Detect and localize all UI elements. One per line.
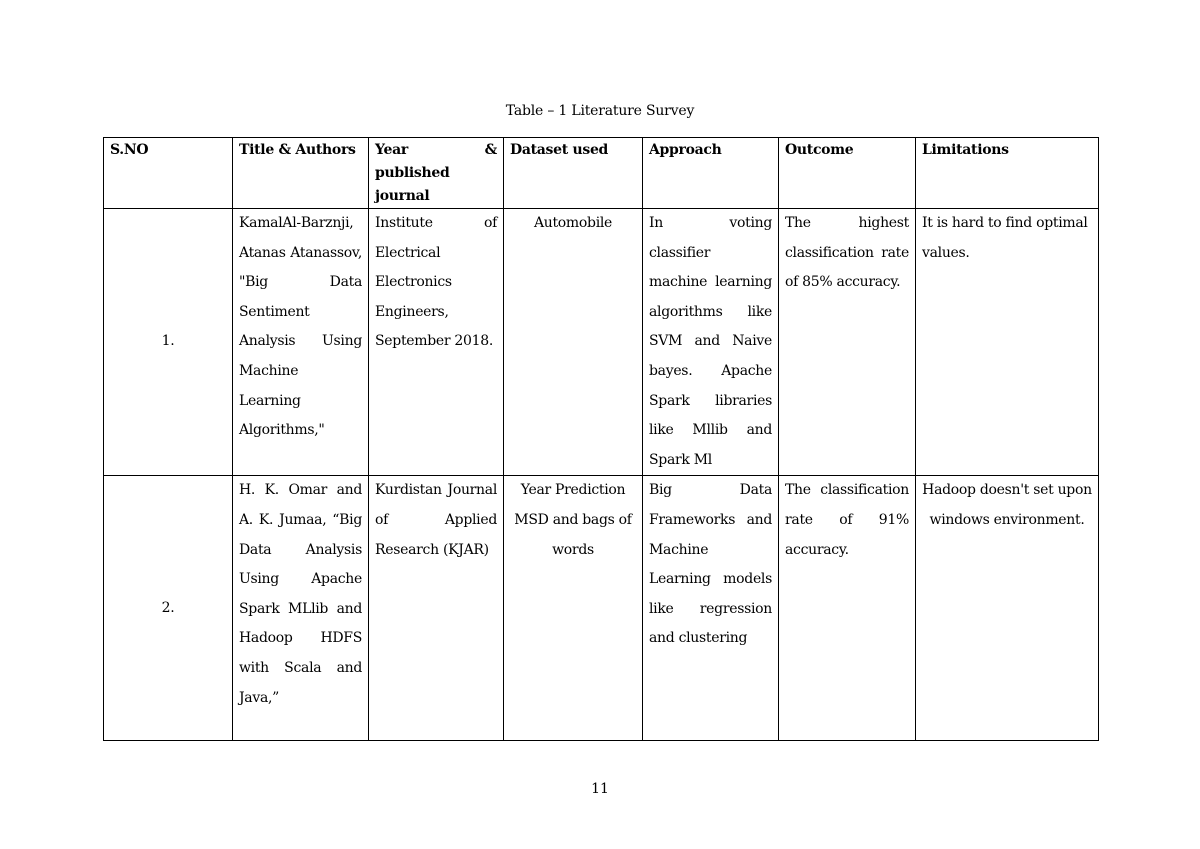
cell-year-journal: Kurdistan Journal of Applied Research (KJAR) xyxy=(369,476,504,741)
header-sno: S.NO xyxy=(104,138,233,209)
cell-sno: 1. xyxy=(104,209,233,476)
cell-outcome: The classification rate of 91% accuracy. xyxy=(779,476,916,741)
cell-dataset: Year Prediction MSD and bags of words xyxy=(504,476,643,741)
table-caption: Table – 1 Literature Survey xyxy=(505,103,695,119)
cell-limitations: It is hard to find optimal values. xyxy=(916,209,1099,476)
cell-limitations: Hadoop doesn't set upon windows environment. xyxy=(916,476,1099,741)
cell-approach: Big Data Frameworks and Machine Learning models like regression and clustering xyxy=(643,476,779,741)
literature-survey-table xyxy=(103,137,1099,741)
cell-sno: 2. xyxy=(104,476,233,741)
cell-approach: In voting classifier machine learning algorithms like SVM and Naive bayes. Apache Spark libraries like Mllib and Spark Ml xyxy=(643,209,779,476)
cell-outcome: The highest classification rate of 85% accuracy. xyxy=(779,209,916,476)
header-dataset: Dataset used xyxy=(504,138,643,209)
header-year-ampersand: & xyxy=(484,142,497,158)
table-row xyxy=(104,476,1099,741)
header-published-journal-label: published journal xyxy=(375,165,450,204)
cell-dataset: Automobile xyxy=(504,209,643,476)
header-year-journal xyxy=(369,138,504,209)
table-row xyxy=(104,209,1099,476)
cell-title-authors: KamalAl-Barznji, Atanas Atanassov, "Big Data Sentiment Analysis Using Machine Learning Algorithms," xyxy=(233,209,369,476)
header-title-authors: Title & Authors xyxy=(233,138,369,209)
header-approach: Approach xyxy=(643,138,779,209)
cell-year-journal: Institute of Electrical Electronics Engineers, September 2018. xyxy=(369,209,504,476)
cell-title-authors: H. K. Omar and A. K. Jumaa, “Big Data Analysis Using Apache Spark MLlib and Hadoop HDFS with Scala and Java,” xyxy=(233,476,369,741)
table-header-row xyxy=(104,138,1099,209)
header-outcome: Outcome xyxy=(779,138,916,209)
page-number: 11 xyxy=(591,781,609,797)
header-year-label: Year xyxy=(375,142,408,158)
header-limitations: Limitations xyxy=(916,138,1099,209)
